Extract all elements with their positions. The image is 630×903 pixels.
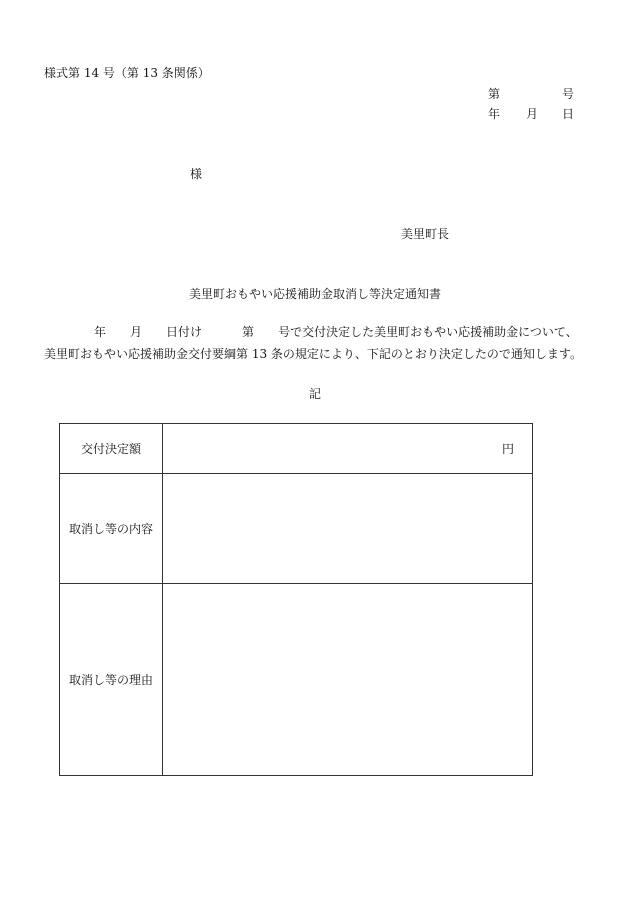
- document-number-suffix: 号: [562, 87, 575, 101]
- document-number-prefix: 第: [488, 87, 501, 101]
- body-year: 年: [94, 325, 107, 339]
- amount-yen-unit: 円: [163, 424, 533, 474]
- date-day-label: 日: [562, 107, 575, 121]
- content-label: 取消し等の内容: [60, 474, 163, 584]
- content-value: [163, 474, 533, 584]
- body-line1-rest: 号で交付決定した美里町おもやい応援補助金について、: [278, 325, 578, 339]
- table-row-amount: [60, 424, 533, 474]
- body-paragraph-line1: [44, 325, 578, 339]
- document-title: 美里町おもやい応援補助金取消し等決定通知書: [188, 287, 441, 301]
- date-month-label: 月: [526, 107, 539, 121]
- form-number-label: 様式第 14 号（第 13 条関係）: [44, 66, 210, 80]
- sender-name: 美里町長: [401, 227, 450, 241]
- date-year-label: 年: [488, 107, 501, 121]
- recipient-honorific: 様: [190, 167, 203, 181]
- reason-value: [163, 584, 533, 776]
- reason-label: 取消し等の理由: [60, 584, 163, 776]
- table-row-reason: [60, 584, 533, 776]
- body-number-prefix: 第: [242, 325, 255, 339]
- decision-details-table: [59, 423, 533, 776]
- body-month: 月: [130, 325, 143, 339]
- ki-heading: 記: [308, 387, 321, 401]
- table-row-content: [60, 474, 533, 584]
- body-date-suffix: 日付け: [166, 325, 203, 339]
- amount-label: 交付決定額: [60, 424, 163, 474]
- body-paragraph-line2: 美里町おもやい応援補助金交付要綱第 13 条の規定により、下記のとおり決定したので通知します。: [44, 347, 582, 361]
